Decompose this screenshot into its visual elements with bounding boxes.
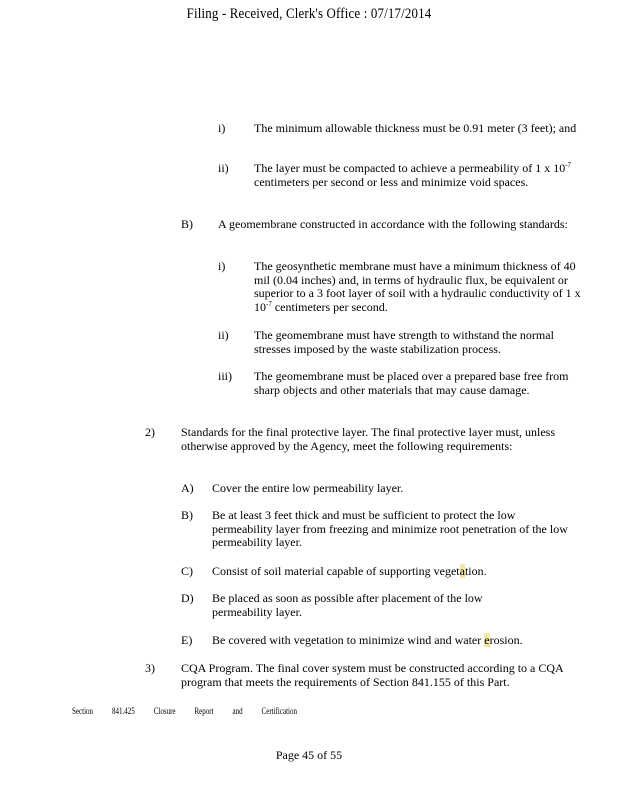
item-text: Standards for the final protective layer. The final protective layer must, unless otherwise approved by the Agency, meet the following requirements: — [181, 425, 555, 453]
item-text — [254, 260, 584, 314]
item-number: i) — [218, 121, 226, 135]
text-part: rosion. — [489, 633, 523, 647]
section-footer: Section 841.425 Closure Report and Certification — [72, 706, 298, 716]
item-text: Be at least 3 feet thick and must be sufficient to protect the low permeability layer from freezing and minimize root penetration of the low permeability layer. — [212, 508, 568, 550]
item-number: 3) — [145, 661, 155, 675]
item-text: A geomembrane constructed in accordance with the following standards: — [218, 217, 568, 231]
text-part: The layer must be compacted to achieve a permeability of 1 x 10 — [254, 161, 566, 175]
item-text: Be placed as soon as possible after placement of the low permeability layer. — [212, 591, 483, 619]
item-number: C) — [181, 564, 193, 578]
item-number: B) — [181, 508, 193, 522]
page-number: Page 45 of 55 — [275, 748, 343, 762]
item-number: i) — [218, 259, 226, 273]
highlight-mark: e — [484, 633, 490, 647]
item-number: ii) — [218, 328, 229, 342]
item-text: The minimum allowable thickness must be 0.91 meter (3 feet); and — [254, 121, 577, 135]
item-number: 2) — [145, 425, 155, 439]
item-number: A) — [181, 481, 194, 495]
text-part: centimeters per second. — [271, 299, 388, 314]
item-number: E) — [181, 633, 193, 647]
item-text: Cover the entire low permeability layer. — [212, 481, 404, 495]
item-text — [212, 565, 577, 579]
item-number: D) — [181, 591, 194, 605]
filing-header: Filing - Received, Clerk's Office : 07/17/2014 — [186, 6, 432, 22]
item-text — [254, 162, 584, 189]
text-part: The geosynthetic membrane must have a minimum thickness of 40 mil (0.04 inches) and, in terms of hydraulic flux, be equivalent or superior to a 3 foot layer of soil with a hydraulic conductivity of 1 x 10 — [254, 259, 581, 314]
item-text — [212, 634, 577, 648]
text-part: Be covered with vegetation to minimize wind and water — [212, 633, 485, 647]
exponent: -7 — [266, 299, 272, 308]
text-part: Consist of soil material capable of supporting veget — [212, 564, 460, 578]
text-part: tion. — [464, 564, 487, 578]
item-number: ii) — [218, 161, 229, 175]
item-number: B) — [181, 217, 193, 231]
highlight-mark: a — [459, 564, 465, 578]
item-number: iii) — [218, 369, 232, 383]
text-part: centimeters per second or less and minimize void spaces. — [254, 174, 529, 189]
item-text: The geomembrane must be placed over a prepared base free from sharp objects and other materials that may cause damage. — [254, 369, 569, 397]
item-text: CQA Program. The final cover system must be constructed according to a CQA program that meets the requirements of Section 841.155 of this Part. — [181, 661, 564, 689]
exponent: -7 — [565, 161, 572, 169]
item-text: The geomembrane must have strength to withstand the normal stresses imposed by the waste stabilization process. — [254, 328, 554, 356]
